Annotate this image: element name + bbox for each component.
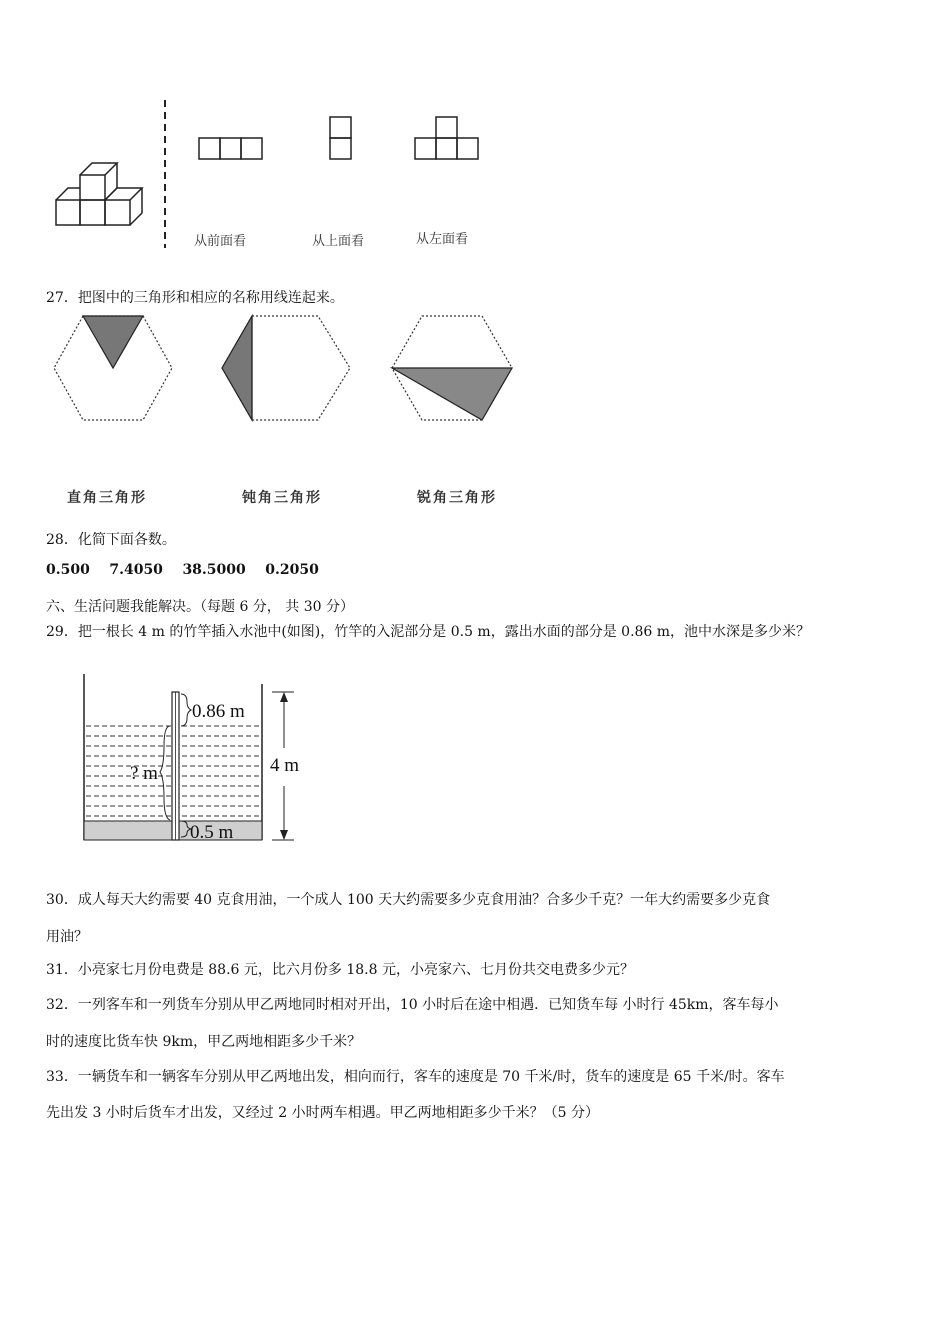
label-total: 4 m — [270, 755, 300, 776]
top-view-caption: 从上面看 — [312, 234, 365, 249]
question-31: 31．小亮家七月份电费是 88.6 元，比六月份多 18.8 元，小亮家六、七月份共交电费多少元？ — [46, 962, 634, 978]
question-28: 28．化简下面各数。 — [46, 532, 176, 548]
q28-numbers — [46, 562, 319, 578]
label-unknown: ? m — [130, 763, 158, 784]
number-4: 0.2050 — [265, 562, 319, 578]
question-33-line-1: 33．一辆货车和一辆客车分别从甲乙两地出发，相向而行，客车的速度是 70 千米/时，货车的速度是 65 千米/时。客车 — [46, 1069, 785, 1085]
label-exposed: 0.86 m — [192, 701, 245, 722]
front-view-shape — [197, 136, 267, 162]
label-right-triangle: 直角三角形 — [67, 490, 147, 506]
hexagon-acute-triangle — [388, 312, 516, 424]
number-3: 38.5000 — [182, 562, 246, 578]
question-33-line-2: 先出发 3 小时后货车才出发，又经过 2 小时两车相遇。甲乙两地相距多少千米？（5 分） — [46, 1105, 599, 1121]
cube-stack-figure — [50, 155, 160, 235]
question-30-line-1: 30．成人每天大约需要 40 克食用油，一个成人 100 天大约需要多少克食用油？合多少千克？一年大约需要多少克食 — [46, 892, 771, 908]
hexagon-right-triangle — [50, 312, 176, 424]
front-view-caption: 从前面看 — [194, 234, 247, 249]
left-view-caption: 从左面看 — [416, 232, 469, 247]
label-mud: 0.5 m — [190, 822, 234, 843]
number-2: 7.4050 — [109, 562, 163, 578]
pool-bamboo-figure — [80, 672, 320, 844]
dashed-divider — [160, 100, 170, 248]
section-6-heading: 六、生活问题我能解决。（每题 6 分， 共 30 分） — [46, 599, 354, 615]
question-32-line-1: 32．一列客车和一列货车分别从甲乙两地同时相对开出，10 小时后在途中相遇．已知货车每 小时行 45km，客车每小 — [46, 997, 779, 1013]
question-30-line-2: 用油？ — [46, 929, 88, 945]
question-32-line-2: 时的速度比货车快 9km，甲乙两地相距多少千米？ — [46, 1034, 362, 1050]
label-acute-triangle: 锐角三角形 — [417, 490, 497, 506]
left-view-shape — [413, 114, 483, 162]
question-27: 27．把图中的三角形和相应的名称用线连起来。 — [46, 290, 344, 306]
hexagon-obtuse-triangle — [218, 312, 354, 424]
top-view-shape — [327, 114, 355, 162]
question-29: 29．把一根长 4 m 的竹竿插入水池中(如图)，竹竿的入泥部分是 0.5 m，露出水面的部分是 0.86 m，池中水深是多少米？ — [46, 624, 811, 640]
label-obtuse-triangle: 钝角三角形 — [242, 490, 322, 506]
number-1: 0.500 — [46, 562, 90, 578]
